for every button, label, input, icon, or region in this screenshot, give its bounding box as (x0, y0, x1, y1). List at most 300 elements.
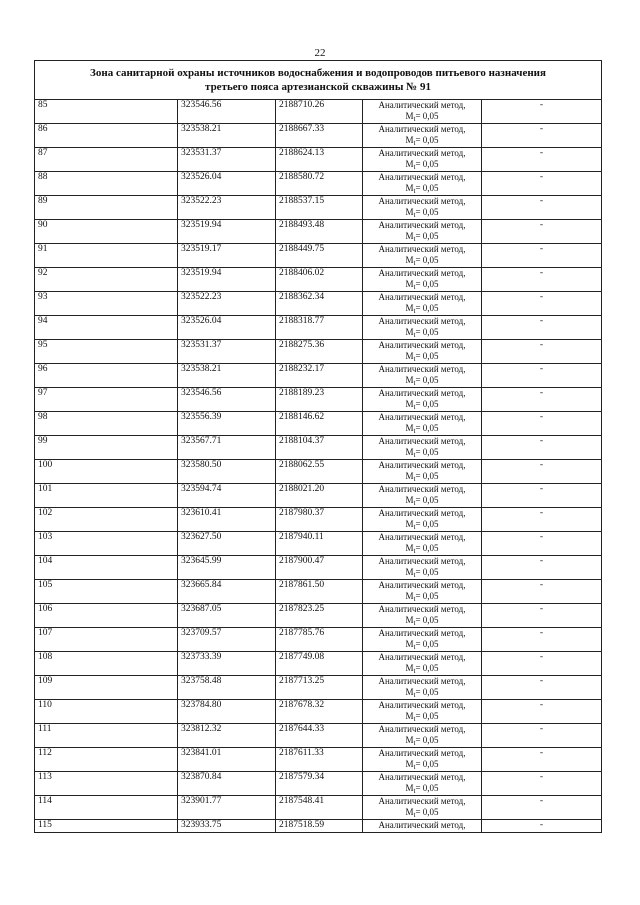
method-label: Аналитический метод, (378, 700, 466, 710)
method-cell (363, 436, 482, 460)
accuracy-subscript: t (413, 306, 416, 315)
accuracy-number: = 0,05 (415, 494, 439, 505)
accuracy-symbol: M (405, 398, 414, 409)
method-label: Аналитический метод, (378, 148, 466, 158)
accuracy-symbol: M (405, 278, 414, 289)
method-cell (363, 580, 482, 604)
point-number-cell: 87 (35, 148, 178, 172)
accuracy-value (363, 327, 481, 338)
accuracy-subscript: t (413, 114, 416, 123)
y-coordinate-cell: 2188493.48 (276, 220, 363, 244)
x-coordinate-cell: 323531.37 (178, 340, 276, 364)
accuracy-symbol: M (405, 518, 414, 529)
accuracy-number: = 0,05 (415, 446, 439, 457)
accuracy-value (363, 663, 481, 674)
accuracy-symbol: M (405, 158, 414, 169)
point-number-cell: 85 (35, 100, 178, 124)
method-label: Аналитический метод, (378, 172, 466, 182)
point-number-cell: 97 (35, 388, 178, 412)
method-cell (363, 700, 482, 724)
y-coordinate-cell: 2187785.76 (276, 628, 363, 652)
accuracy-value (363, 567, 481, 578)
accuracy-subscript: t (413, 546, 416, 555)
accuracy-symbol: M (405, 494, 414, 505)
accuracy-subscript: t (413, 714, 416, 723)
method-label: Аналитический метод, (378, 388, 466, 398)
accuracy-symbol: M (405, 686, 414, 697)
accuracy-symbol: M (405, 422, 414, 433)
table-body (35, 100, 602, 833)
table-row (35, 748, 602, 772)
accuracy-number: = 0,05 (415, 806, 439, 817)
x-coordinate-cell: 323733.39 (178, 652, 276, 676)
accuracy-subscript: t (413, 450, 416, 459)
accuracy-subscript: t (413, 642, 416, 651)
y-coordinate-cell: 2188232.17 (276, 364, 363, 388)
x-coordinate-cell: 323519.94 (178, 268, 276, 292)
dash-cell: - (482, 508, 602, 532)
method-cell (363, 340, 482, 364)
x-coordinate-cell: 323546.56 (178, 100, 276, 124)
x-coordinate-cell: 323538.21 (178, 124, 276, 148)
point-number-cell: 109 (35, 676, 178, 700)
method-cell (363, 196, 482, 220)
table-row (35, 460, 602, 484)
table-row (35, 124, 602, 148)
accuracy-number: = 0,05 (415, 350, 439, 361)
accuracy-symbol: M (405, 662, 414, 673)
x-coordinate-cell: 323784.80 (178, 700, 276, 724)
accuracy-symbol: M (405, 614, 414, 625)
method-cell (363, 220, 482, 244)
y-coordinate-cell: 2188021.20 (276, 484, 363, 508)
dash-cell: - (482, 364, 602, 388)
accuracy-value (363, 303, 481, 314)
y-coordinate-cell: 2187940.11 (276, 532, 363, 556)
accuracy-value (363, 375, 481, 386)
y-coordinate-cell: 2188710.26 (276, 100, 363, 124)
accuracy-number: = 0,05 (415, 566, 439, 577)
dash-cell: - (482, 148, 602, 172)
dash-cell: - (482, 172, 602, 196)
accuracy-subscript: t (413, 474, 416, 483)
y-coordinate-cell: 2187823.25 (276, 604, 363, 628)
accuracy-symbol: M (405, 590, 414, 601)
dash-cell: - (482, 220, 602, 244)
table-row (35, 532, 602, 556)
dash-cell: - (482, 292, 602, 316)
accuracy-number: = 0,05 (415, 590, 439, 601)
x-coordinate-cell: 323522.23 (178, 292, 276, 316)
y-coordinate-cell: 2188580.72 (276, 172, 363, 196)
dash-cell: - (482, 100, 602, 124)
point-number-cell: 115 (35, 820, 178, 833)
accuracy-subscript: t (413, 186, 416, 195)
table-row (35, 484, 602, 508)
method-cell (363, 772, 482, 796)
x-coordinate-cell: 323901.77 (178, 796, 276, 820)
method-cell (363, 796, 482, 820)
dash-cell: - (482, 244, 602, 268)
point-number-cell: 106 (35, 604, 178, 628)
table-row (35, 604, 602, 628)
point-number-cell: 96 (35, 364, 178, 388)
table-row (35, 652, 602, 676)
y-coordinate-cell: 2188146.62 (276, 412, 363, 436)
dash-cell: - (482, 196, 602, 220)
point-number-cell: 113 (35, 772, 178, 796)
accuracy-number: = 0,05 (415, 782, 439, 793)
dash-cell: - (482, 388, 602, 412)
method-label: Аналитический метод, (378, 340, 466, 350)
method-cell (363, 652, 482, 676)
x-coordinate-cell: 323526.04 (178, 172, 276, 196)
method-cell (363, 724, 482, 748)
accuracy-value (363, 615, 481, 626)
accuracy-subscript: t (413, 786, 416, 795)
accuracy-subscript: t (413, 810, 416, 819)
accuracy-value (363, 255, 481, 266)
accuracy-number: = 0,05 (415, 326, 439, 337)
point-number-cell: 88 (35, 172, 178, 196)
dash-cell: - (482, 820, 602, 833)
accuracy-number: = 0,05 (415, 662, 439, 673)
table-row (35, 508, 602, 532)
method-label: Аналитический метод, (378, 628, 466, 638)
method-cell (363, 364, 482, 388)
accuracy-subscript: t (413, 210, 416, 219)
table-row (35, 340, 602, 364)
method-label: Аналитический метод, (378, 676, 466, 686)
table-row (35, 556, 602, 580)
point-number-cell: 108 (35, 652, 178, 676)
x-coordinate-cell: 323758.48 (178, 676, 276, 700)
x-coordinate-cell: 323531.37 (178, 148, 276, 172)
y-coordinate-cell: 2187644.33 (276, 724, 363, 748)
accuracy-symbol: M (405, 230, 414, 241)
method-cell (363, 172, 482, 196)
point-number-cell: 94 (35, 316, 178, 340)
method-label: Аналитический метод, (378, 580, 466, 590)
dash-cell: - (482, 340, 602, 364)
accuracy-number: = 0,05 (415, 302, 439, 313)
method-label: Аналитический метод, (378, 556, 466, 566)
method-cell (363, 148, 482, 172)
point-number-cell: 104 (35, 556, 178, 580)
accuracy-number: = 0,05 (415, 758, 439, 769)
accuracy-subscript: t (413, 426, 416, 435)
x-coordinate-cell: 323556.39 (178, 412, 276, 436)
table-row (35, 388, 602, 412)
x-coordinate-cell: 323687.05 (178, 604, 276, 628)
point-number-cell: 91 (35, 244, 178, 268)
accuracy-value (363, 279, 481, 290)
table-row (35, 700, 602, 724)
table-row (35, 412, 602, 436)
x-coordinate-cell: 323546.56 (178, 388, 276, 412)
accuracy-subscript: t (413, 282, 416, 291)
method-label: Аналитический метод, (378, 100, 466, 110)
method-label: Аналитический метод, (378, 196, 466, 206)
method-label: Аналитический метод, (378, 316, 466, 326)
accuracy-number: = 0,05 (415, 710, 439, 721)
dash-cell: - (482, 436, 602, 460)
x-coordinate-cell: 323538.21 (178, 364, 276, 388)
accuracy-value (363, 591, 481, 602)
table-row (35, 796, 602, 820)
accuracy-value (363, 111, 481, 122)
table-row (35, 244, 602, 268)
dash-cell: - (482, 316, 602, 340)
accuracy-symbol: M (405, 806, 414, 817)
x-coordinate-cell: 323709.57 (178, 628, 276, 652)
point-number-cell: 95 (35, 340, 178, 364)
accuracy-number: = 0,05 (415, 686, 439, 697)
table-row (35, 580, 602, 604)
accuracy-value (363, 399, 481, 410)
point-number-cell: 114 (35, 796, 178, 820)
table-row (35, 436, 602, 460)
table-row (35, 220, 602, 244)
dash-cell: - (482, 124, 602, 148)
table-title-line1: Зона санитарной охраны источников водоснабжения и водопроводов питьевого назначения (90, 67, 546, 79)
point-number-cell: 98 (35, 412, 178, 436)
table-row (35, 196, 602, 220)
y-coordinate-cell: 2187518.59 (276, 820, 363, 833)
accuracy-subscript: t (413, 378, 416, 387)
method-label: Аналитический метод, (378, 364, 466, 374)
x-coordinate-cell: 323665.84 (178, 580, 276, 604)
point-number-cell: 100 (35, 460, 178, 484)
method-label: Аналитический метод, (378, 484, 466, 494)
accuracy-subscript: t (413, 666, 416, 675)
x-coordinate-cell: 323870.84 (178, 772, 276, 796)
page-number: 22 (314, 47, 326, 59)
y-coordinate-cell: 2188449.75 (276, 244, 363, 268)
point-number-cell: 112 (35, 748, 178, 772)
accuracy-value (363, 639, 481, 650)
accuracy-number: = 0,05 (415, 206, 439, 217)
accuracy-number: = 0,05 (415, 422, 439, 433)
accuracy-number: = 0,05 (415, 110, 439, 121)
method-label: Аналитический метод, (378, 292, 466, 302)
y-coordinate-cell: 2187678.32 (276, 700, 363, 724)
dash-cell: - (482, 676, 602, 700)
y-coordinate-cell: 2187749.08 (276, 652, 363, 676)
accuracy-value (363, 711, 481, 722)
method-cell (363, 124, 482, 148)
table-title-line2: третьего пояса артезианской скважины № 91 (205, 81, 431, 93)
dash-cell: - (482, 412, 602, 436)
accuracy-symbol: M (405, 254, 414, 265)
table-row (35, 820, 602, 833)
method-label: Аналитический метод, (378, 820, 466, 830)
y-coordinate-cell: 2187980.37 (276, 508, 363, 532)
x-coordinate-cell: 323610.41 (178, 508, 276, 532)
table-row (35, 628, 602, 652)
dash-cell: - (482, 700, 602, 724)
accuracy-number: = 0,05 (415, 182, 439, 193)
x-coordinate-cell: 323580.50 (178, 460, 276, 484)
method-label: Аналитический метод, (378, 772, 466, 782)
accuracy-value (363, 807, 481, 818)
dash-cell: - (482, 580, 602, 604)
accuracy-value (363, 231, 481, 242)
point-number-cell: 101 (35, 484, 178, 508)
accuracy-symbol: M (405, 566, 414, 577)
accuracy-number: = 0,05 (415, 470, 439, 481)
accuracy-subscript: t (413, 162, 416, 171)
accuracy-symbol: M (405, 110, 414, 121)
dash-cell: - (482, 724, 602, 748)
accuracy-subscript: t (413, 498, 416, 507)
method-cell (363, 388, 482, 412)
method-label: Аналитический метод, (378, 604, 466, 614)
method-cell (363, 292, 482, 316)
accuracy-value (363, 759, 481, 770)
accuracy-value (363, 687, 481, 698)
point-number-cell: 99 (35, 436, 178, 460)
method-cell (363, 268, 482, 292)
accuracy-subscript: t (413, 330, 416, 339)
accuracy-value (363, 135, 481, 146)
method-cell (363, 628, 482, 652)
dash-cell: - (482, 628, 602, 652)
accuracy-symbol: M (405, 710, 414, 721)
accuracy-number: = 0,05 (415, 374, 439, 385)
accuracy-value (363, 159, 481, 170)
dash-cell: - (482, 484, 602, 508)
accuracy-subscript: t (413, 618, 416, 627)
accuracy-number: = 0,05 (415, 518, 439, 529)
accuracy-number: = 0,05 (415, 254, 439, 265)
table-row (35, 292, 602, 316)
accuracy-subscript: t (413, 234, 416, 243)
accuracy-symbol: M (405, 326, 414, 337)
x-coordinate-cell: 323594.74 (178, 484, 276, 508)
table-row (35, 100, 602, 124)
point-number-cell: 102 (35, 508, 178, 532)
method-label: Аналитический метод, (378, 436, 466, 446)
accuracy-number: = 0,05 (415, 134, 439, 145)
accuracy-value (363, 783, 481, 794)
method-label: Аналитический метод, (378, 796, 466, 806)
accuracy-subscript: t (413, 522, 416, 531)
point-number-cell: 89 (35, 196, 178, 220)
method-cell (363, 820, 482, 833)
accuracy-subscript: t (413, 354, 416, 363)
accuracy-value (363, 447, 481, 458)
method-label: Аналитический метод, (378, 652, 466, 662)
x-coordinate-cell: 323627.50 (178, 532, 276, 556)
y-coordinate-cell: 2188537.15 (276, 196, 363, 220)
x-coordinate-cell: 323526.04 (178, 316, 276, 340)
point-number-cell: 110 (35, 700, 178, 724)
table-row (35, 772, 602, 796)
method-label: Аналитический метод, (378, 460, 466, 470)
method-label: Аналитический метод, (378, 532, 466, 542)
y-coordinate-cell: 2187900.47 (276, 556, 363, 580)
method-label: Аналитический метод, (378, 748, 466, 758)
y-coordinate-cell: 2187611.33 (276, 748, 363, 772)
table-title (35, 61, 602, 100)
accuracy-number: = 0,05 (415, 230, 439, 241)
y-coordinate-cell: 2188062.55 (276, 460, 363, 484)
y-coordinate-cell: 2188189.23 (276, 388, 363, 412)
coordinates-table-sheet (34, 60, 601, 833)
table-row (35, 676, 602, 700)
point-number-cell: 107 (35, 628, 178, 652)
y-coordinate-cell: 2188667.33 (276, 124, 363, 148)
accuracy-symbol: M (405, 782, 414, 793)
method-cell (363, 460, 482, 484)
method-label: Аналитический метод, (378, 220, 466, 230)
method-cell (363, 244, 482, 268)
y-coordinate-cell: 2188318.77 (276, 316, 363, 340)
accuracy-number: = 0,05 (415, 734, 439, 745)
point-number-cell: 93 (35, 292, 178, 316)
method-label: Аналитический метод, (378, 268, 466, 278)
accuracy-subscript: t (413, 738, 416, 747)
method-cell (363, 508, 482, 532)
accuracy-symbol: M (405, 758, 414, 769)
accuracy-symbol: M (405, 638, 414, 649)
accuracy-value (363, 471, 481, 482)
table-row (35, 364, 602, 388)
point-number-cell: 111 (35, 724, 178, 748)
method-label: Аналитический метод, (378, 724, 466, 734)
method-cell (363, 748, 482, 772)
accuracy-symbol: M (405, 350, 414, 361)
accuracy-subscript: t (413, 690, 416, 699)
x-coordinate-cell: 323519.17 (178, 244, 276, 268)
accuracy-symbol: M (405, 182, 414, 193)
accuracy-number: = 0,05 (415, 614, 439, 625)
method-cell (363, 676, 482, 700)
y-coordinate-cell: 2188104.37 (276, 436, 363, 460)
table-row (35, 724, 602, 748)
y-coordinate-cell: 2188624.13 (276, 148, 363, 172)
method-cell (363, 316, 482, 340)
method-label: Аналитический метод, (378, 124, 466, 134)
accuracy-value (363, 495, 481, 506)
method-cell (363, 556, 482, 580)
dash-cell: - (482, 772, 602, 796)
accuracy-subscript: t (413, 138, 416, 147)
dash-cell: - (482, 748, 602, 772)
accuracy-number: = 0,05 (415, 542, 439, 553)
accuracy-number: = 0,05 (415, 158, 439, 169)
accuracy-value (363, 207, 481, 218)
dash-cell: - (482, 796, 602, 820)
dash-cell: - (482, 604, 602, 628)
method-label: Аналитический метод, (378, 508, 466, 518)
coordinates-table (34, 60, 602, 833)
accuracy-symbol: M (405, 470, 414, 481)
accuracy-subscript: t (413, 402, 416, 411)
x-coordinate-cell: 323645.99 (178, 556, 276, 580)
accuracy-symbol: M (405, 734, 414, 745)
point-number-cell: 103 (35, 532, 178, 556)
accuracy-value (363, 423, 481, 434)
accuracy-symbol: M (405, 302, 414, 313)
x-coordinate-cell: 323841.01 (178, 748, 276, 772)
accuracy-subscript: t (413, 570, 416, 579)
accuracy-symbol: M (405, 206, 414, 217)
dash-cell: - (482, 532, 602, 556)
y-coordinate-cell: 2188406.02 (276, 268, 363, 292)
y-coordinate-cell: 2187861.50 (276, 580, 363, 604)
